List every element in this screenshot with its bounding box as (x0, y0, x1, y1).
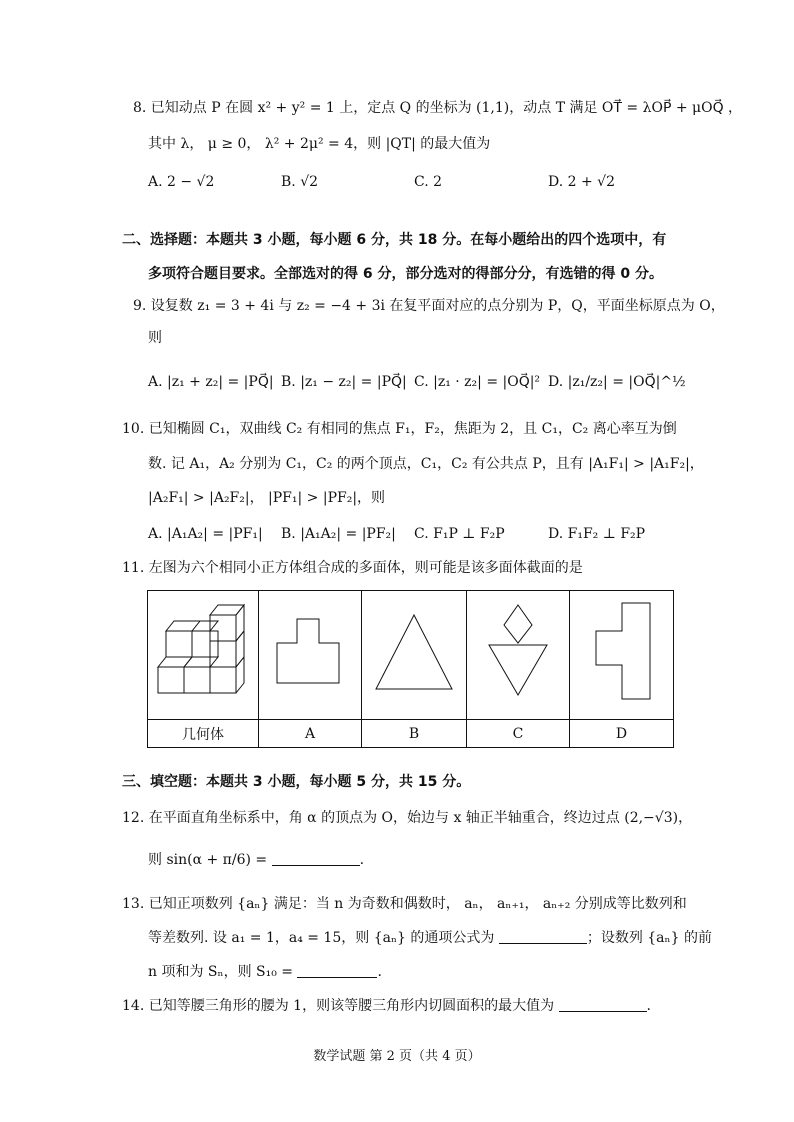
q14-period: . (646, 998, 651, 1014)
section2-heading-line1: 二、选择题：本题共 3 小题，每小题 6 分，共 18 分。在每小题给出的四个选项中，有 (122, 232, 667, 248)
caption-polyhedron: 几何体 (148, 720, 259, 748)
q8-option-c: C. 2 (414, 174, 443, 190)
q9-stem-line1: 9. 设复数 z₁ = 3 + 4i 与 z₂ = −4 + 3i 在复平面对应的点分别为 P，Q，平面坐标原点为 O， (133, 298, 725, 314)
q12-stem-line2 (148, 850, 364, 870)
q8-option-a: A. 2 − √2 (148, 174, 215, 190)
q13-stem-line3 (148, 962, 382, 982)
q14-text: 14. 已知等腰三角形的腰为 1，则该等腰三角形内切圆面积的最大值为 (122, 998, 555, 1014)
q9-option-c: C. |z₁ · z₂| = |OQ⃗|² (414, 374, 541, 390)
q13-stem-line1: 13. 已知正项数列 {aₙ} 满足：当 n 为奇数和偶数时， aₙ， aₙ₊₁， aₙ₊₂ 分别成等比数列和 (122, 896, 687, 912)
q13-line2-tail: ；设数列 {aₙ} 的前 (586, 930, 712, 946)
q8-option-b: B. √2 (281, 174, 319, 190)
q13-sum-blank[interactable] (297, 963, 377, 978)
q12-expression: 则 sin(α + π/6) = (148, 852, 268, 868)
option-a-figure-cell (259, 591, 362, 720)
option-c-figure-cell (467, 591, 570, 720)
q10-stem-line3: |A₂F₁| > |A₂F₂|， |PF₁| > |PF₂|，则 (148, 490, 386, 506)
q13-line2-text: 等差数列. 设 a₁ = 1，a₄ = 15，则 {aₙ} 的通项公式为 (148, 930, 495, 946)
q10-stem-line1: 10. 已知椭圆 C₁，双曲线 C₂ 有相同的焦点 F₁，F₂，焦距为 2，且 C₁，C₂ 离心率互为倒 (122, 421, 677, 437)
q10-stem-line2: 数. 记 A₁，A₂ 分别为 C₁，C₂ 的两个顶点，C₁，C₂ 有公共点 P，且有 |A₁F₁| > |A₁F₂|， (148, 456, 704, 472)
q11-figure-table (147, 590, 674, 748)
section3-heading: 三、填空题：本题共 3 小题，每小题 5 分，共 15 分。 (122, 774, 471, 790)
q12-period: . (359, 852, 365, 868)
option-b-figure-cell (362, 591, 467, 720)
page-footer: 数学试题 第 2 页（共 4 页） (313, 1049, 481, 1064)
q14-stem (122, 996, 651, 1016)
q10-option-a: A. |A₁A₂| = |PF₁| (148, 526, 263, 542)
q8-stem-line2: 其中 λ， μ ≥ 0， λ² + 2μ² = 4，则 |QT| 的最大值为 (148, 136, 491, 152)
q9-option-d: D. |z₁/z₂| = |OQ⃗|^½ (548, 374, 686, 390)
caption-c: C (467, 720, 570, 748)
q11-stem: 11. 左图为六个相同小正方体组合成的多面体，则可能是该多面体截面的是 (122, 560, 583, 576)
section2-heading-line2: 多项符合题目要求。全部选对的得 6 分，部分选对的得部分分，有选错的得 0 分。 (148, 266, 663, 282)
polyhedron-drawing (148, 591, 258, 715)
caption-a: A (259, 720, 362, 748)
q13-period: . (377, 964, 382, 980)
q12-stem-line1: 12. 在平面直角坐标系中，角 α 的顶点为 O，始边与 x 轴正半轴重合，终边过点 (2,−√3)， (122, 810, 693, 826)
q13-line3-text: n 项和为 Sₙ，则 S₁₀ = (148, 964, 294, 980)
q10-option-b: B. |A₁A₂| = |PF₂| (281, 526, 396, 542)
q9-stem-line2: 则 (148, 330, 162, 346)
caption-b: B (362, 720, 467, 748)
q9-option-a: A. |z₁ + z₂| = |PQ⃗| (148, 374, 274, 390)
q10-option-c: C. F₁P ⊥ F₂P (414, 526, 505, 542)
q12-answer-blank[interactable] (272, 851, 360, 866)
polyhedron-figure-cell (148, 591, 259, 720)
q8-option-d: D. 2 + √2 (548, 174, 615, 190)
q8-stem-line1: 8. 已知动点 P 在圆 x² + y² = 1 上，定点 Q 的坐标为 (1,1)，动点 T 满足 OT⃗ = λOP⃗ + μOQ⃗ ， (133, 100, 743, 116)
diamond-triangle-section (467, 591, 569, 715)
caption-d: D (570, 720, 674, 748)
l-shape-section (570, 591, 673, 715)
q13-general-term-blank[interactable] (499, 929, 587, 944)
q14-answer-blank[interactable] (559, 997, 647, 1012)
q13-stem-line2 (148, 928, 712, 948)
triangle-section (362, 591, 466, 715)
q9-option-b: B. |z₁ − z₂| = |PQ⃗| (281, 374, 407, 390)
q10-option-d: D. F₁F₂ ⊥ F₂P (548, 526, 646, 542)
t-shape-section (259, 591, 361, 715)
option-d-figure-cell (570, 591, 674, 720)
